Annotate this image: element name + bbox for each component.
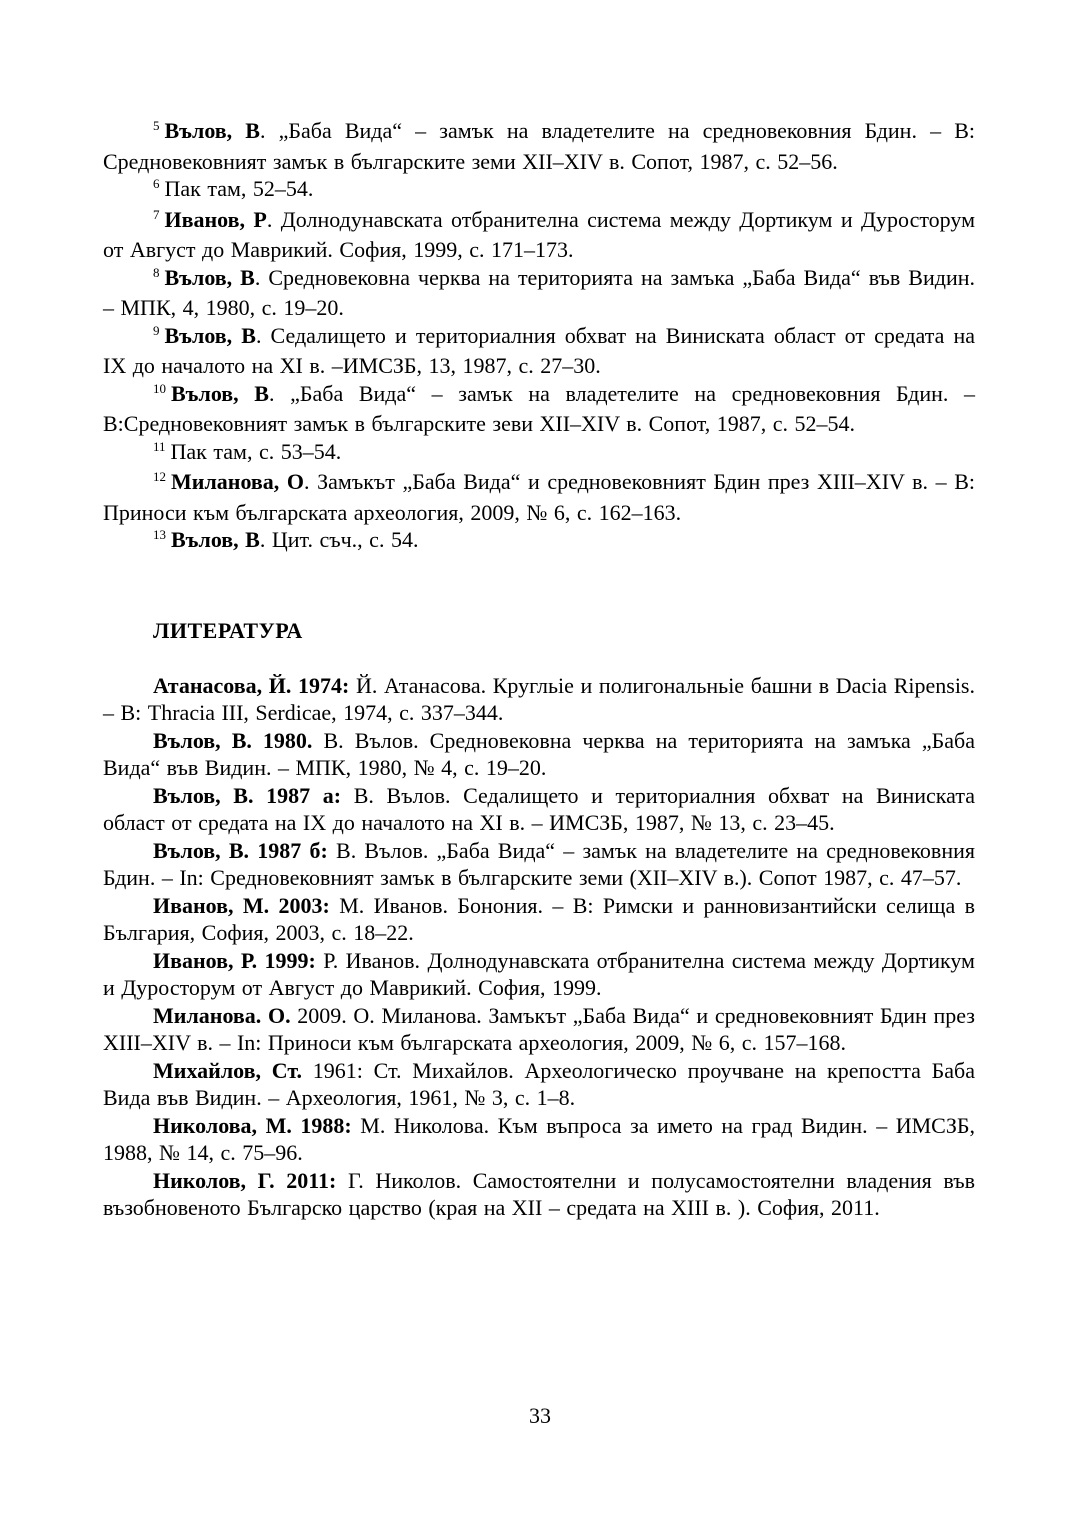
footnote <box>103 380 975 438</box>
text-run: 1961: Ст. Михайлов. Археологическо проучване на крепостта Баба Вида във Видин. – Археология, 1961, № 3, с. 1–8. <box>103 1057 975 1110</box>
text-run: . Цит. съч., с. 54. <box>259 527 419 552</box>
text-run: . Замъкът „Баба Вида“ и средновековният Бдин през XIII–XIV в. – В: Приноси към българската археология, 2009, № 6, с. 162–163. <box>103 469 975 525</box>
bold-run: Иванов, Р. 1999: <box>153 947 316 973</box>
bibliography-entry <box>103 672 975 727</box>
text-run: Г. Николов. Самостоятелни и полусамостоятелни владения във възобновеното Българско царство (края на XII – средата на XIII в. ). София, 2011. <box>103 1167 975 1220</box>
bold-run: Миланова. О. <box>153 1002 291 1028</box>
footnote <box>103 526 975 557</box>
footnote-marker: 5 <box>153 118 160 133</box>
bibliography-entry <box>103 727 975 782</box>
footnote-marker: 13 <box>153 527 166 542</box>
bold-run: Вълов, В. 1987 а: <box>153 782 342 808</box>
bibliography-entry <box>103 1112 975 1167</box>
bold-run: Николова, М. 1988: <box>153 1112 352 1138</box>
footnote-marker: 8 <box>153 264 160 280</box>
text-run: Пак там, 52–54. <box>164 176 314 201</box>
bold-run: Вълов, В <box>164 264 255 290</box>
text-run: Й. Атанасова. Кругльіе и полигональньіе башни в Dacia Ripensis. – В: Thracia III, Serdicae, 1974, с. 337–344. <box>103 672 975 725</box>
bold-run: Миланова, О <box>171 469 305 494</box>
footnote <box>103 438 975 469</box>
page-number: 33 <box>529 1403 551 1428</box>
footnote-marker: 7 <box>153 206 160 222</box>
footnote-marker: 6 <box>153 176 160 191</box>
text-run: . Седалището и териториалния обхват на Виниската област от средата на IX до началото на XI в. –ИМСЗБ, 13, 1987, с. 27–30. <box>103 322 976 378</box>
text-run: В. Вълов. Средновековна черква на територията на замъка „Баба Вида“ във Видин. – МПК, 1980, № 4, с. 19–20. <box>103 727 975 780</box>
section-heading-literature: ЛИТЕРАТУРА <box>153 617 303 643</box>
bold-run: Михайлов, Ст. <box>153 1057 303 1083</box>
bold-run: Атанасова, Й. 1974: <box>153 672 350 698</box>
bibliography-entry <box>103 1057 975 1112</box>
bibliography-entry <box>103 782 975 837</box>
text-run: М. Николова. Към въпроса за името на град Видин. – ИМСЗБ, 1988, № 14, с. 75–96. <box>103 1112 976 1165</box>
text-run: . Средновековна черква на територията на замъка „Баба Вида“ във Видин. – МПК, 4, 1980, с. 19–20. <box>103 264 975 320</box>
text-run: В. Вълов. „Баба Вида“ – замък на владетелите на средновековния Бдин. – In: Средновековният замък в българските земи (XII–XIV в.). Сопот 1987, с. 47–57. <box>103 837 975 890</box>
bibliography-entry <box>103 892 975 947</box>
footnote <box>103 264 975 322</box>
bibliography-section <box>103 672 975 1222</box>
footnote <box>103 468 975 526</box>
bold-run: Вълов, В <box>171 380 269 406</box>
bold-run: Иванов, М. 2003: <box>153 892 330 918</box>
text-run: В. Вълов. Седалището и териториалния обхват на Виниската област от средата на IX до началото на XI в. – ИМСЗБ, 1987, № 13, с. 23–45. <box>103 782 975 835</box>
text-run: Пак там, с. 53–54. <box>170 438 342 464</box>
bibliography-entry <box>103 1167 975 1222</box>
footnote-marker: 10 <box>153 380 166 396</box>
text-run: . Долнодунавската отбранителна система между Дортикум и Дуросторум от Август до Маврикий. София, 1999, с. 171–173. <box>103 206 975 262</box>
bold-run: Вълов, В <box>164 322 256 348</box>
bibliography-entry <box>103 1002 975 1057</box>
bold-run: Вълов, В <box>171 527 260 552</box>
bold-run: Вълов, В. 1980. <box>153 727 313 753</box>
text-block <box>103 117 975 1222</box>
text-run: Р. Иванов. Долнодунавската отбранителна система между Дортикум и Дуросторум от Август до Маврикий. София, 1999. <box>103 947 975 1000</box>
footnote-marker: 12 <box>153 469 166 484</box>
footnote <box>103 322 975 380</box>
bold-run: Николов, Г. 2011: <box>153 1167 337 1193</box>
footnote-marker: 11 <box>153 438 166 454</box>
footnote <box>103 117 975 175</box>
bold-run: Иванов, Р <box>164 206 267 232</box>
footnotes-section <box>103 117 975 557</box>
text-run: 2009. О. Миланова. Замъкът „Баба Вида“ и средновековният Бдин през XIII–XIV в. – In: Приноси към българската археология, 2009, № 6, с. 157–168. <box>103 1002 976 1055</box>
bibliography-entry <box>103 947 975 1002</box>
text-run: . „Баба Вида“ – замък на владетелите на средновековния Бдин. – В: Средновековният замък в българските земи XII–XIV в. Сопот, 1987, с. 52–56. <box>103 118 975 174</box>
footnote-marker: 9 <box>153 322 160 338</box>
bibliography-entry <box>103 837 975 892</box>
footnote <box>103 175 975 206</box>
text-run: . „Баба Вида“ – замък на владетелите на средновековния Бдин. – В:Средновековният замък в българските зеви XII–XIV в. Сопот, 1987, с. 52–54. <box>103 380 976 436</box>
text-run: М. Иванов. Бонония. – В: Римски и ранновизантийски селища в България, София, 2003, с. 18–22. <box>103 892 975 945</box>
bold-run: Вълов, В <box>164 118 260 143</box>
footnote <box>103 206 975 264</box>
bold-run: Вълов, В. 1987 б: <box>153 837 328 863</box>
